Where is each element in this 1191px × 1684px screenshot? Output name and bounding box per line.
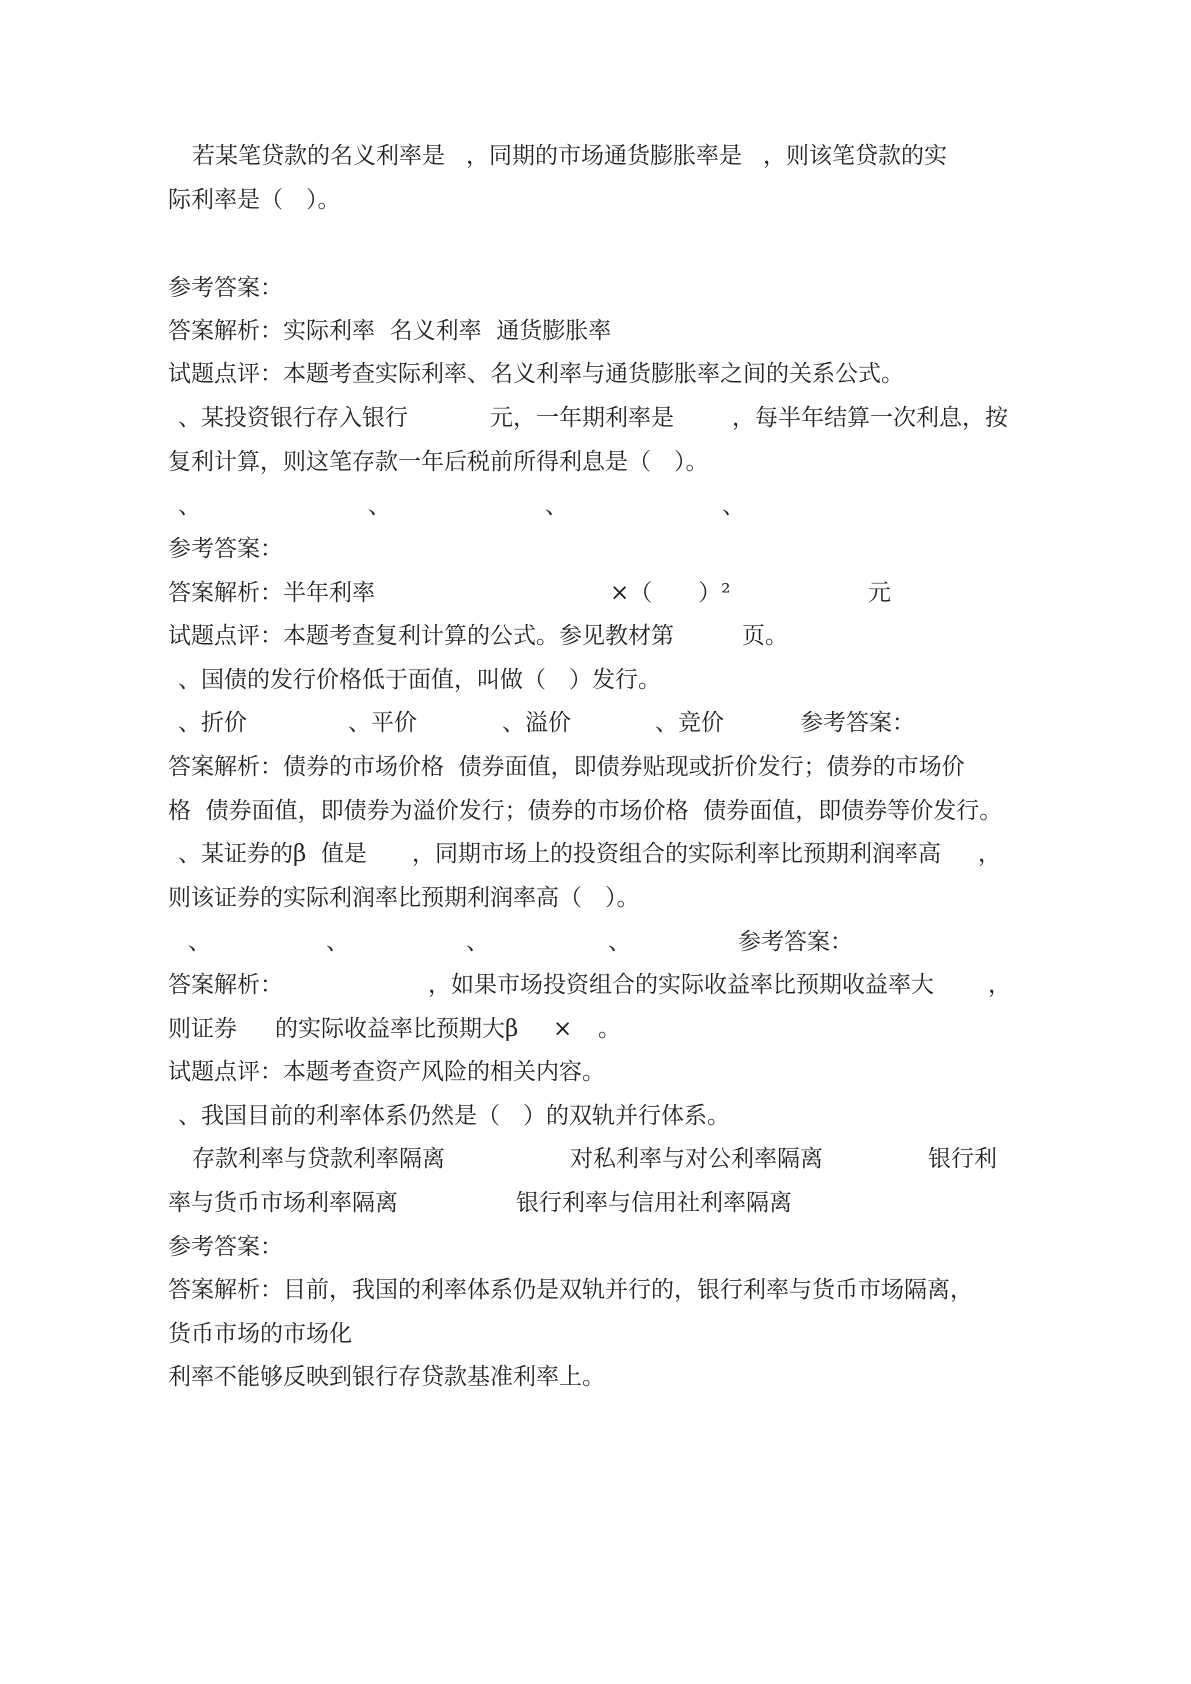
q4-analysis-part1: 答案解析：: [168, 972, 283, 998]
q4-text-part2: ，同期市场上的投资组合的实际利率比预期利润率高: [412, 841, 941, 867]
q1-analysis: 答案解析：实际利率 名义利率 通货膨胀率: [168, 318, 612, 344]
q2-option-d: 、: [722, 493, 745, 519]
q4-text-line2: 则该证券的实际利润率比预期利润率高（ ）。: [168, 885, 640, 911]
q5-option-b: 对私利率与对公利率隔离: [570, 1146, 823, 1172]
q1-comment: 试题点评：本题考查实际利率、名义利率与通货膨胀率之间的关系公式。: [168, 361, 904, 387]
q3-option-d: 、竞价: [655, 710, 724, 736]
q2-comment-part1: 试题点评：本题考查复利计算的公式。参见教材第: [168, 623, 674, 649]
q4-option-a: 、: [188, 929, 211, 955]
q2-analysis-part2: ×（ ）²: [610, 580, 731, 606]
q2-analysis-part1: 答案解析：半年利率: [168, 580, 375, 606]
q1-text-part1: 若某笔贷款的名义利率是: [192, 143, 445, 169]
q3-text: 、国债的发行价格低于面值，叫做（ ）发行。: [178, 667, 661, 693]
q3-option-b: 、平价: [348, 710, 417, 736]
q2-option-c: 、: [545, 493, 568, 519]
q4-analysis-line2-part4: 。: [598, 1016, 621, 1042]
q5-analysis-line1: 答案解析：目前，我国的利率体系仍是双轨并行的，银行利率与货币市场隔离，: [168, 1277, 973, 1303]
q2-text-part2: 元，一年期利率是: [490, 405, 674, 431]
q5-option-d: 银行利率与信用社利率隔离: [516, 1190, 792, 1216]
q4-analysis-line2-part2: 的实际收益率比预期大β: [275, 1016, 519, 1042]
q4-analysis-part2: ，如果市场投资组合的实际收益率比预期收益率大: [428, 972, 934, 998]
q4-option-c: 、: [466, 929, 489, 955]
q5-option-a: 存款利率与贷款利率隔离: [192, 1146, 445, 1172]
q2-text-part3: ，每半年结算一次利息，按: [732, 405, 1008, 431]
q4-option-d: 、: [608, 929, 631, 955]
q4-analysis-part3: ，: [988, 972, 1011, 998]
q4-comment: 试题点评：本题考查资产风险的相关内容。: [168, 1059, 605, 1085]
q5-analysis-line3: 利率不能够反映到银行存贷款基准利率上。: [168, 1364, 605, 1390]
q2-text-part1: 、某投资银行存入银行: [178, 405, 408, 431]
q2-option-a: 、: [178, 493, 201, 519]
q3-answer-label: 参考答案：: [800, 710, 915, 736]
q3-option-a: 、折价: [178, 710, 247, 736]
q5-option-c-part1: 银行利: [928, 1146, 997, 1172]
q2-option-b: 、: [368, 493, 391, 519]
q3-option-c: 、溢价: [502, 710, 571, 736]
q4-answer-label: 参考答案：: [738, 929, 853, 955]
q2-analysis-part3: 元: [868, 580, 891, 606]
q5-option-c-part2: 率与货币市场利率隔离: [168, 1190, 398, 1216]
q5-analysis-line2: 货币市场的市场化: [168, 1321, 352, 1347]
q1-answer-label: 参考答案：: [168, 275, 283, 301]
q4-analysis-line2-part1: 则证券: [168, 1016, 237, 1042]
q2-answer-label: 参考答案：: [168, 536, 283, 562]
q2-text-line2: 复利计算，则这笔存款一年后税前所得利息是（ ）。: [168, 449, 709, 475]
q4-analysis-line2-part3: ×: [553, 1016, 573, 1042]
q1-text-part3: ，则该笔贷款的实: [763, 143, 947, 169]
q3-analysis-line1: 答案解析：债券的市场价格 债券面值，即债券贴现或折价发行；债券的市场价: [168, 754, 965, 780]
q4-option-b: 、: [326, 929, 349, 955]
q1-text-part2: ，同期的市场通货膨胀率是: [466, 143, 742, 169]
q3-analysis-line2: 格 债券面值，即债券为溢价发行；债券的市场价格 债券面值，即债券等价发行。: [168, 798, 1003, 824]
q5-text: 、我国目前的利率体系仍然是（ ）的双轨并行体系。: [178, 1103, 730, 1129]
q1-text-line2: 际利率是（ ）。: [168, 187, 341, 213]
q4-text-part1: 、某证券的β 值是: [178, 841, 367, 867]
q4-text-part3: ，: [978, 841, 1001, 867]
q2-comment-part2: 页。: [742, 623, 788, 649]
q5-answer-label: 参考答案：: [168, 1234, 283, 1260]
